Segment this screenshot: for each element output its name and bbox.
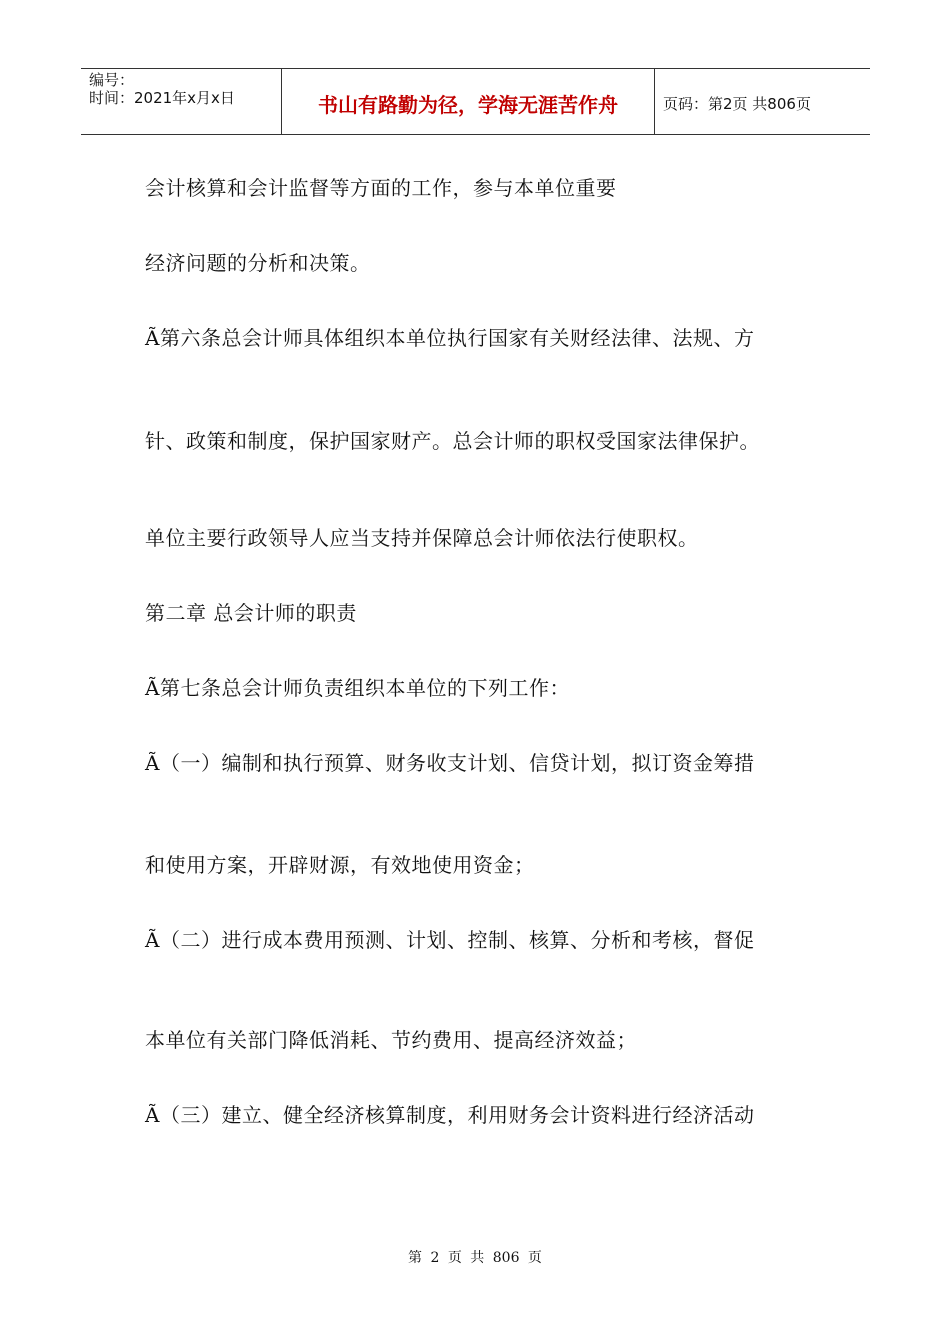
body-line: Ã第七条总会计师负责组织本单位的下列工作： (145, 676, 570, 700)
header-page-info: 页码：第2页 共806页 (663, 95, 811, 113)
body-line: 和使用方案，开辟财源，有效地使用资金； (145, 853, 535, 877)
body-line: Ã第六条总会计师具体组织本单位执行国家有关财经法律、法规、方 (145, 326, 755, 350)
page-footer: 第 2 页 共 806 页 (408, 1250, 542, 1266)
body-line: Ã（三）建立、健全经济核算制度，利用财务会计资料进行经济活动 (145, 1103, 755, 1127)
body-line: Ã（一）编制和执行预算、财务收支计划、信贷计划，拟订资金筹措 (145, 751, 755, 775)
chapter-heading: 第二章 总会计师的职责 (145, 601, 357, 625)
body-line: 针、政策和制度，保护国家财产。总会计师的职权受国家法律保护。 (145, 429, 760, 453)
body-line: 本单位有关部门降低消耗、节约费用、提高经济效益； (145, 1028, 637, 1052)
body-line: 单位主要行政领导人应当支持并保障总会计师依法行使职权。 (145, 526, 699, 550)
date-label: 时间：2021年x月x日 (89, 89, 235, 107)
serial-number-label: 编号： (89, 71, 135, 89)
body-line: 会计核算和会计监督等方面的工作，参与本单位重要 (145, 176, 617, 200)
body-line: 经济问题的分析和决策。 (145, 251, 371, 275)
body-line: Ã（二）进行成本费用预测、计划、控制、核算、分析和考核，督促 (145, 928, 755, 952)
page-header (81, 68, 870, 135)
header-meta (81, 69, 282, 134)
header-motto: 书山有路勤为径，学海无涯苦作舟 (282, 69, 655, 134)
